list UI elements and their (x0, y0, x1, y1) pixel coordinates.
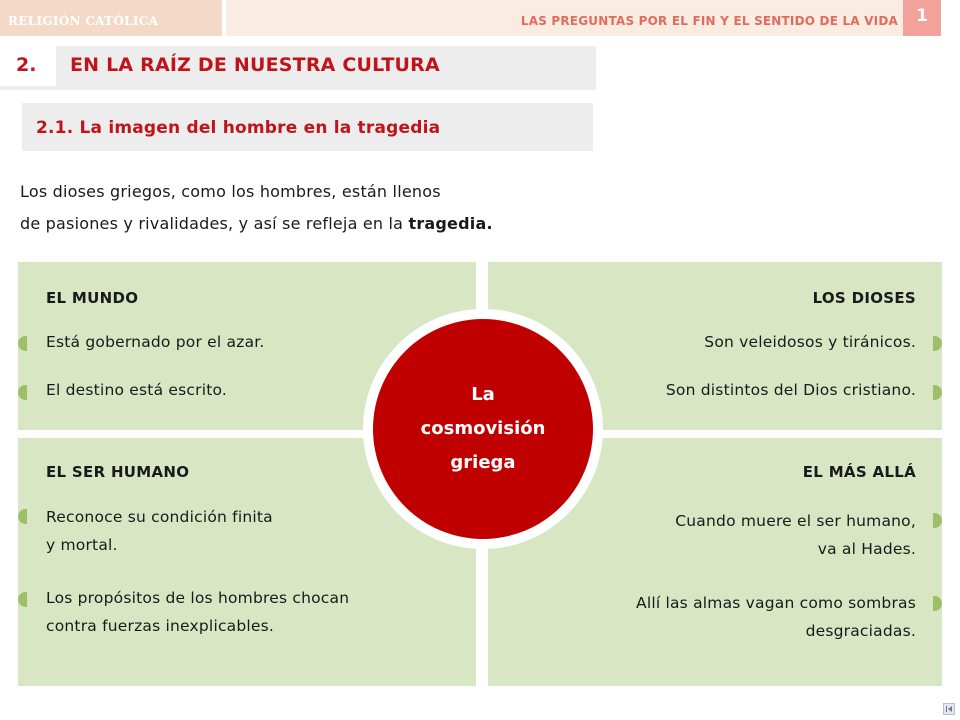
human-item-1-line-1: Reconoce su condición finita (46, 508, 273, 526)
unit-title-label: LAS PREGUNTAS POR EL FIN Y EL SENTIDO DE LA VIDA (520, 14, 898, 28)
beyond-item-1 (675, 507, 916, 563)
subject-label: RELIGIÓN CATÓLICA (8, 14, 159, 28)
beyond-item-2-line-1: Allí las almas vagan como sombras (636, 594, 916, 612)
intro-line-1: Los dioses griegos, como los hombres, están llenos (20, 182, 441, 201)
human-item-1 (46, 503, 273, 559)
beyond-title: EL MÁS ALLÁ (802, 463, 916, 481)
gods-title: LOS DIOSES (812, 289, 916, 307)
human-item-2 (46, 584, 349, 640)
unit-title-tab (226, 0, 906, 36)
world-title: EL MUNDO (46, 289, 139, 307)
intro-keyword: tragedia. (408, 214, 493, 233)
beyond-item-2 (636, 589, 916, 645)
world-item-2: El destino está escrito. (46, 381, 228, 399)
intro-line-2 (20, 208, 620, 240)
subsection-title: 2.1. La imagen del hombre en la tragedia (36, 118, 441, 138)
gods-item-1: Son veleidosos y tiránicos. (704, 333, 916, 351)
unit-number: 1 (916, 6, 928, 26)
section-title: EN LA RAÍZ DE NUESTRA CULTURA (70, 54, 440, 76)
human-item-2-line-2: contra fuerzas inexplicables. (46, 617, 275, 635)
top-bar (0, 0, 960, 36)
center-label-line-1: La (471, 384, 495, 405)
bullet-icon (18, 336, 27, 351)
beyond-item-1-line-2: va al Hades. (817, 540, 916, 558)
intro-paragraph (20, 176, 620, 240)
human-item-1-line-2: y mortal. (46, 536, 118, 554)
center-label-line-2: cosmovisión (420, 418, 546, 439)
gods-item-2: Son distintos del Dios cristiano. (665, 381, 916, 399)
subject-tab (0, 0, 222, 36)
intro-line-2-text: de pasiones y rivalidades, y así se refleja en la (20, 214, 409, 233)
section-number: 2. (0, 46, 56, 86)
unit-number-badge (903, 0, 941, 36)
center-label-line-3: griega (450, 452, 516, 473)
human-title: EL SER HUMANO (46, 463, 190, 481)
world-item-1: Está gobernado por el azar. (46, 333, 265, 351)
beyond-item-2-line-2: desgraciadas. (805, 622, 916, 640)
human-item-2-line-1: Los propósitos de los hombres chocan (46, 589, 350, 607)
bullet-icon (18, 385, 27, 400)
bullet-icon (18, 509, 27, 524)
beyond-item-1-line-1: Cuando muere el ser humano, (675, 512, 916, 530)
first-page-icon[interactable] (943, 703, 955, 715)
center-label (373, 378, 593, 480)
bullet-icon (18, 592, 27, 607)
